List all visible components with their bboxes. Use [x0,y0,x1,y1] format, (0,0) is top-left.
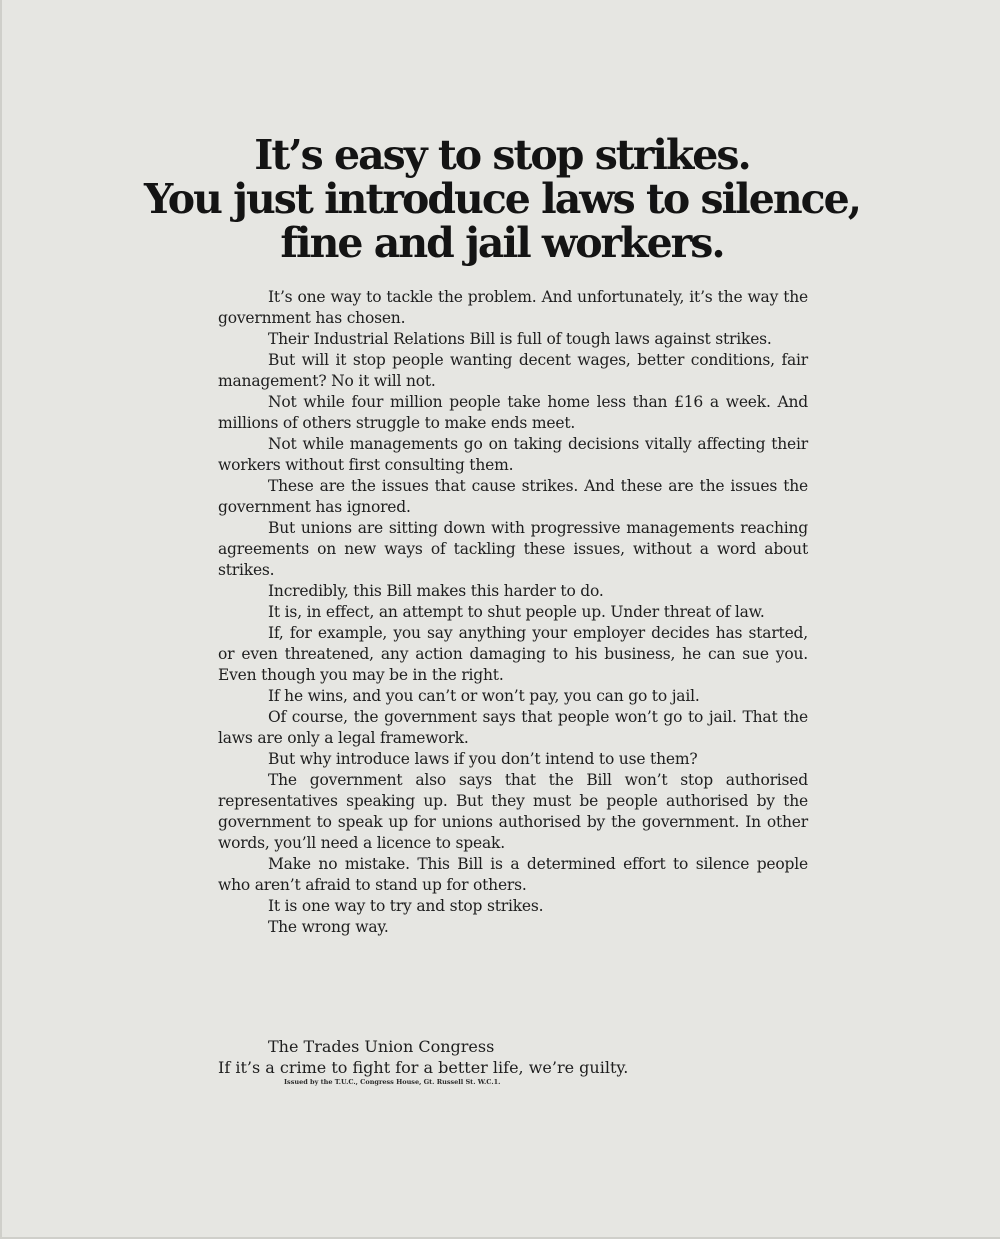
body-paragraph: Make no mistake. This Bill is a determined effort to silence people who aren’t afraid to stand up for others. [218,855,808,894]
body-paragraph: Their Industrial Relations Bill is full of tough laws against strikes. [268,330,772,348]
body-paragraph: It’s one way to tackle the problem. And unfortunately, it’s the way the government has chosen. [218,288,808,327]
body-paragraph: But will it stop people wanting decent wages, better conditions, fair management? No it will not. [218,351,808,390]
headline-line-3: fine and jail workers. [280,219,724,267]
body-paragraph: The government also says that the Bill won’t stop authorised representatives speaking up. But they must be people authorised by the government to speak up for unions authorised by the government. In other words, you’ll need a licence to speak. [218,771,808,852]
body-paragraph: These are the issues that cause strikes. And these are the issues the government has ignored. [218,477,808,516]
headline-line-2: You just introduce laws to silence, [144,175,860,223]
body-paragraph: If he wins, and you can’t or won’t pay, you can go to jail. [268,687,700,705]
body-paragraph: Not while managements go on taking decisions vitally affecting their workers without first consulting them. [218,435,808,474]
body-paragraph: Not while four million people take home less than £16 a week. And millions of others struggle to make ends meet. [218,393,808,432]
headline-line-1: It’s easy to stop strikes. [254,131,750,179]
organization-name: The Trades Union Congress [268,1037,495,1056]
body-paragraph: It is one way to try and stop strikes. [268,897,544,915]
body-copy [218,287,808,938]
body-paragraph: But unions are sitting down with progressive managements reaching agreements on new ways of tackling these issues, without a word about strikes. [218,519,808,579]
body-paragraph: It is, in effect, an attempt to shut people up. Under threat of law. [268,603,765,621]
body-paragraph: But why introduce laws if you don’t intend to use them? [268,750,698,768]
body-paragraph: Incredibly, this Bill makes this harder to do. [268,582,604,600]
body-paragraph: The wrong way. [268,918,389,936]
headline [2,133,1000,265]
issued-by-imprint: Issued by the T.U.C., Congress House, Gt. Russell St. W.C.1. [284,1078,501,1086]
body-paragraph: If, for example, you say anything your employer decides has started, or even threatened, any action damaging to his business, he can sue you. Even though you may be in the right. [218,624,808,684]
body-paragraph: Of course, the government says that people won’t go to jail. That the laws are only a legal framework. [218,708,808,747]
slogan: If it’s a crime to fight for a better life, we’re guilty. [218,1058,629,1077]
signoff [218,1036,818,1087]
